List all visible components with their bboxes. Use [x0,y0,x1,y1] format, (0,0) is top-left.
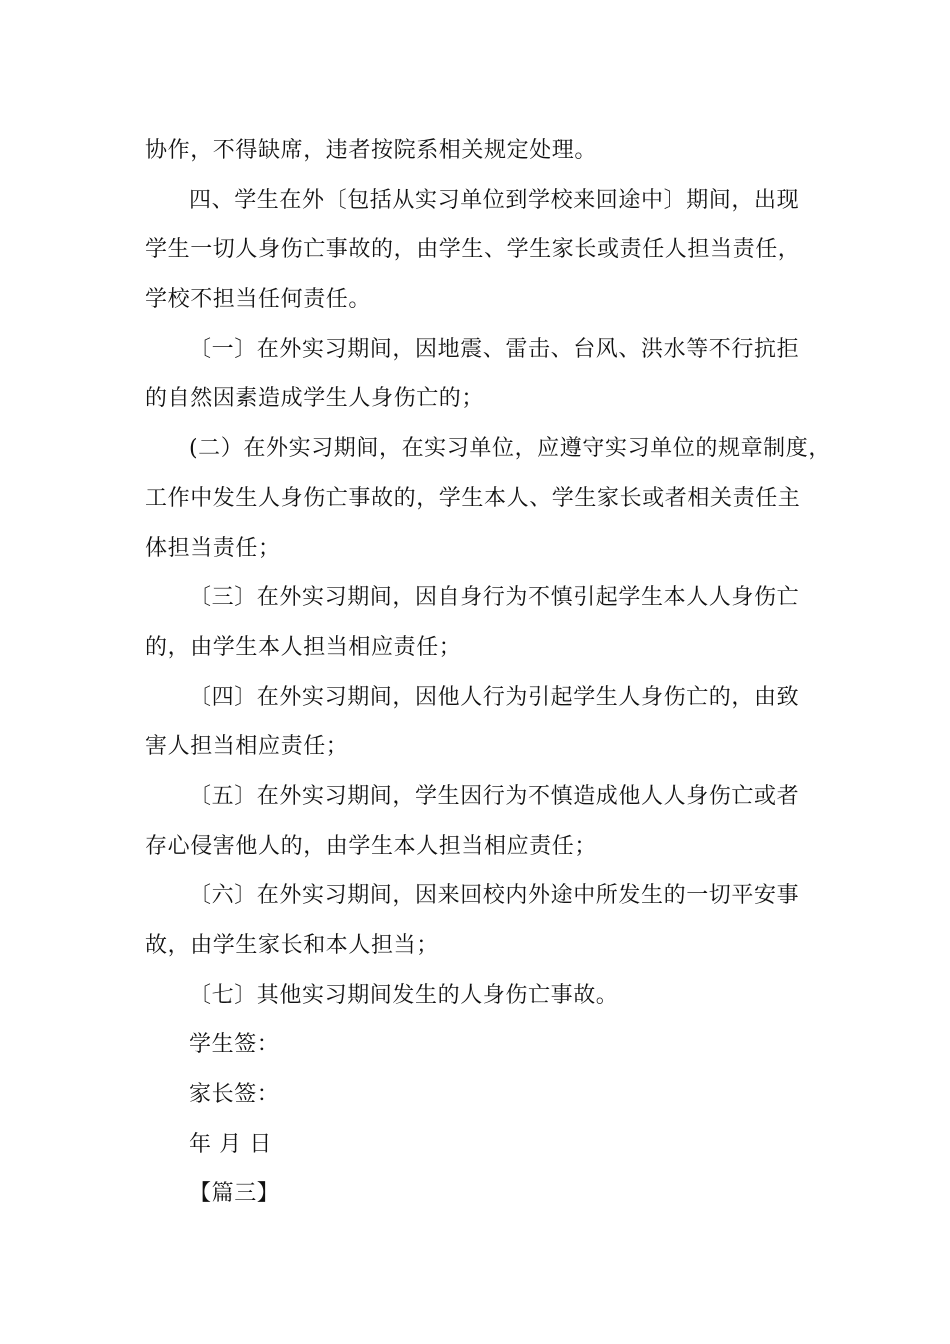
text-line: 学生一切人身伤亡事故的，由学生、学生家长或责任人担当责任， [145,237,801,263]
text-line: 工作中发生人身伤亡事故的，学生本人、学生家长或者相关责任主 [145,485,801,511]
text-line: (二）在外实习期间，在实习单位，应遵守实习单位的规章制度， [189,436,831,462]
student-signature-label: 学生签： [189,1032,280,1058]
text-line: 的自然因素造成学生人身伤亡的； [145,386,485,412]
text-line: 的，由学生本人担当相应责任； [145,634,462,660]
date-label: 年 月 日 [189,1131,272,1157]
text-line: 存心侵害他人的，由学生本人担当相应责任； [145,833,598,859]
text-line: 协作，不得缺席，违者按院系相关规定处理。 [145,138,598,163]
text-line: 体担当责任； [145,535,281,561]
text-line: 〔四〕在外实习期间，因他人行为引起学生人身伤亡的，由致 [189,684,800,710]
text-line: 〔七〕其他实习期间发生的人身伤亡事故。 [189,982,619,1008]
text-line: 〔六〕在外实习期间，因来回校内外途中所发生的一切平安事 [189,883,800,909]
text-line: 故，由学生家长和本人担当； [145,933,439,958]
section-heading: 【篇三】 [189,1181,280,1207]
text-line: 〔三〕在外实习期间，因自身行为不慎引起学生本人人身伤亡 [189,585,800,611]
text-line: 四、学生在外〔包括从实习单位到学校来回途中〕期间，出现 [189,187,800,213]
text-line: 〔一〕在外实习期间，因地震、雷击、台风、洪水等不行抗拒 [189,336,800,362]
parent-signature-label: 家长签： [189,1082,280,1108]
text-line: 害人担当相应责任； [145,734,349,760]
text-line: 学校不担当任何责任。 [145,287,372,313]
document-body [145,126,831,1219]
text-line: 〔五〕在外实习期间，学生因行为不慎造成他人人身伤亡或者 [189,783,800,809]
